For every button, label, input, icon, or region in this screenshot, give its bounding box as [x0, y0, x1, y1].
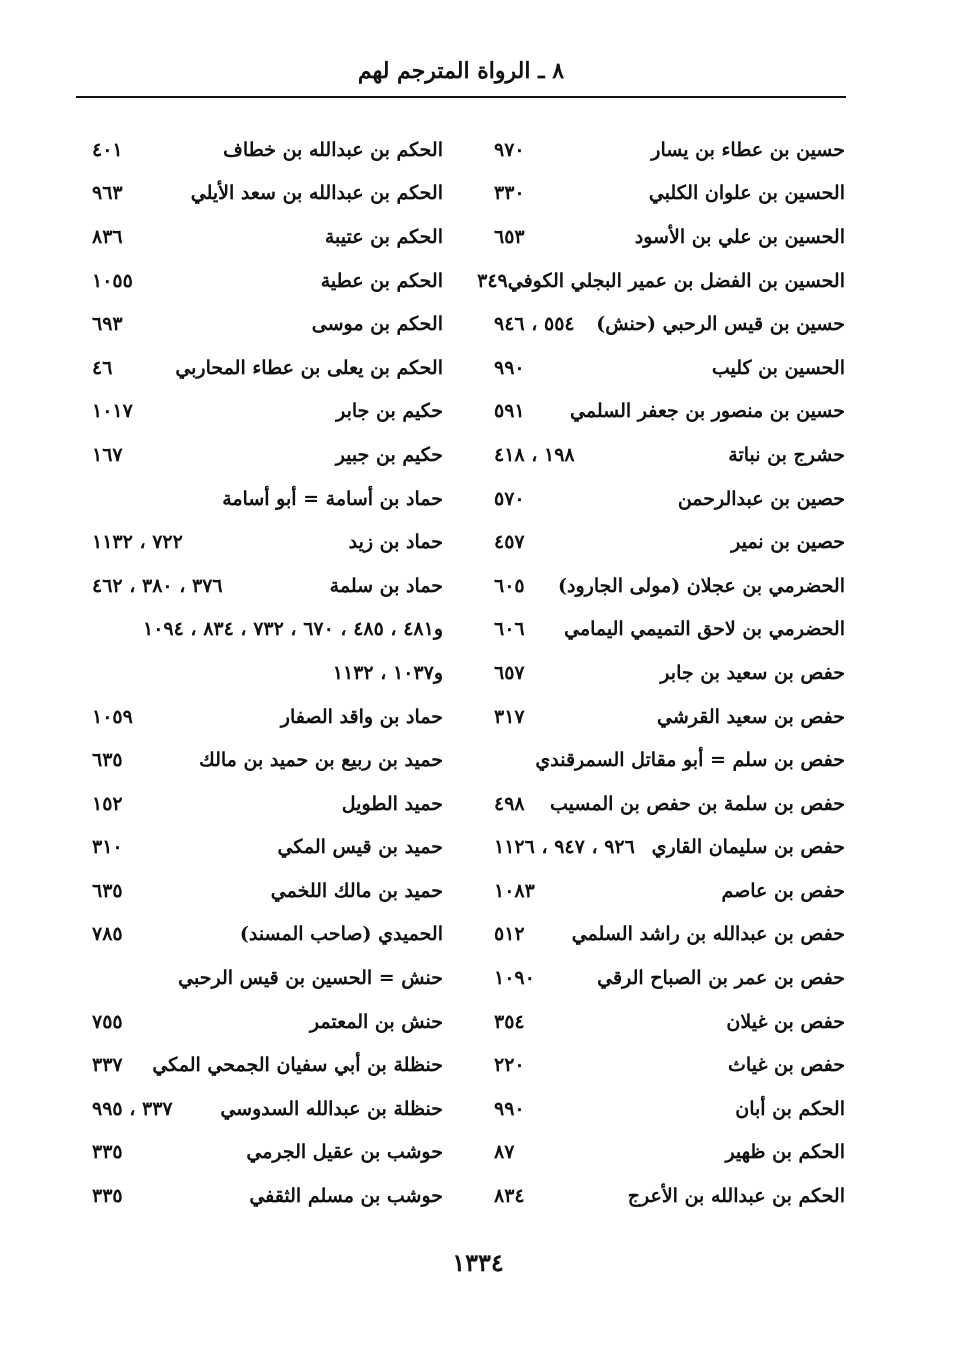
- index-entry: [477, 259, 845, 303]
- page-references: ٨٣٦: [92, 225, 123, 248]
- index-entry: [490, 172, 845, 216]
- index-entry: [88, 651, 443, 695]
- page-references: ٣٣٠: [494, 182, 525, 205]
- narrator-name: حماد بن زيد: [348, 531, 443, 554]
- narrator-name: الحضرمي بن لاحق التميمي اليمامي: [564, 618, 845, 641]
- page-references: ٦٩٣: [92, 313, 123, 336]
- page-references: ٨٣٤: [494, 1185, 525, 1208]
- narrator-name: الحكم بن عطية: [320, 269, 443, 292]
- index-entry: [88, 390, 443, 434]
- index-entry: [88, 869, 443, 913]
- page-references: ١٠٥٩: [92, 705, 133, 728]
- page-references: ٣٣٥: [92, 1141, 123, 1164]
- page-references: ٤٥٧: [494, 531, 525, 554]
- index-entry: [490, 826, 845, 870]
- page-references: ٣١٠: [92, 836, 123, 859]
- index-entry: [88, 215, 443, 259]
- narrator-name: حنش = الحسين بن قيس الرحبي: [178, 967, 443, 990]
- page-references: ٥٥٤ ، ٩٤٦: [494, 313, 575, 336]
- page-references: ٦٣٥: [92, 749, 123, 772]
- narrator-name: الحميدي (صاحب المسند): [239, 923, 443, 946]
- page-references: ٣٣٧: [92, 1054, 123, 1077]
- page-references: ١٦٧: [92, 443, 123, 466]
- narrator-name: حسين بن عطاء بن يسار: [651, 138, 845, 161]
- narrator-name: حفص بن سليمان القاري: [651, 836, 845, 859]
- index-entry: [88, 1087, 443, 1131]
- page-references: ٣٤٩: [477, 269, 508, 292]
- index-entry: [490, 215, 845, 259]
- index-entry: [490, 869, 845, 913]
- index-entry: [490, 1043, 845, 1087]
- page-references: ٣١٧: [494, 705, 525, 728]
- narrator-name: و٤٨١ ، ٤٨٥ ، ٦٧٠ ، ٧٣٢ ، ٨٣٤ ، ١٠٩٤: [142, 618, 443, 641]
- index-entry: [490, 477, 845, 521]
- index-entry: [88, 564, 443, 608]
- narrator-name: حوشب بن عقيل الجرمي: [246, 1141, 443, 1164]
- index-entry: [490, 390, 845, 434]
- narrator-name: حسين بن منصور بن جعفر السلمي: [570, 400, 845, 423]
- index-entry: [88, 172, 443, 216]
- page-references: ١٠٥٥: [92, 269, 133, 292]
- narrator-name: حفص بن سعيد القرشي: [657, 705, 845, 728]
- page-references: ٦٥٣: [494, 225, 525, 248]
- index-entry: [88, 1174, 443, 1218]
- page-references: ٥٧٠: [494, 487, 525, 510]
- narrator-name: حفص بن عمر بن الصباح الرقي: [597, 967, 845, 990]
- index-entry: [88, 1131, 443, 1175]
- page-references: ٦٠٥: [494, 574, 525, 597]
- page-references: ٤٦: [92, 356, 113, 379]
- index-entry: [88, 608, 443, 652]
- narrator-name: حصين بن عبدالرحمن: [677, 487, 845, 510]
- narrator-name: حنظلة بن أبي سفيان الجمحي المكي: [152, 1054, 443, 1077]
- page-references: ١٠٨٣: [494, 879, 535, 902]
- index-entry: [88, 1000, 443, 1044]
- narrator-name: الحسين بن علي بن الأسود: [634, 225, 845, 248]
- index-entry: [490, 782, 845, 826]
- index-entry: [490, 1174, 845, 1218]
- page-references: ٦٣٥: [92, 879, 123, 902]
- narrator-name: الحسين بن علوان الكلبي: [648, 182, 845, 205]
- narrator-name: حفص بن غيلان: [726, 1010, 845, 1033]
- narrator-name: الحكم بن عبدالله بن سعد الأيلي: [190, 182, 443, 205]
- narrator-name: الحكم بن عتيبة: [324, 225, 443, 248]
- index-column-right: [477, 128, 845, 1218]
- page-references: ٦٥٧: [494, 661, 525, 684]
- page-references: ٧٢٢ ، ١١٣٢: [92, 531, 183, 554]
- index-entry: [88, 259, 443, 303]
- narrator-name: الحسين بن الفضل بن عمير البجلي الكوفي: [507, 269, 845, 292]
- narrator-name: حفص بن سلم = أبو مقاتل السمرقندي: [535, 749, 845, 772]
- index-entry: [490, 651, 845, 695]
- index-entry: [490, 738, 845, 782]
- index-entry: [88, 738, 443, 782]
- index-entry: [490, 608, 845, 652]
- page-references: ١٥٢: [92, 792, 123, 815]
- index-entry: [88, 695, 443, 739]
- narrator-name: حفص بن غياث: [728, 1054, 845, 1077]
- index-entry: [490, 695, 845, 739]
- narrator-name: حوشب بن مسلم الثقفي: [249, 1185, 443, 1208]
- narrator-name: الحكم بن عبدالله بن خطاف: [223, 138, 443, 161]
- page-references: ٩٢٦ ، ٩٤٧ ، ١١٢٦: [494, 836, 635, 859]
- page-references: ١٠١٧: [92, 400, 133, 423]
- index-entry: [490, 433, 845, 477]
- index-entry: [490, 1131, 845, 1175]
- narrator-name: حصين بن نمير: [731, 531, 845, 554]
- narrator-name: حنش بن المعتمر: [309, 1010, 443, 1033]
- index-entry: [88, 477, 443, 521]
- index-entry: [490, 956, 845, 1000]
- page-references: ٩٩٠: [494, 356, 525, 379]
- narrator-name: حفص بن عاصم: [721, 879, 845, 902]
- narrator-name: حسين بن قيس الرحبي (حنش): [596, 313, 845, 336]
- index-column-left: [88, 128, 443, 1218]
- narrator-name: حماد بن واقد الصفار: [280, 705, 443, 728]
- page-references: ٧٨٥: [92, 923, 123, 946]
- index-entry: [490, 346, 845, 390]
- index-entry: [490, 564, 845, 608]
- running-header: ٨ ـ الرواة المترجم لهم: [357, 58, 565, 84]
- narrator-name: حفص بن سلمة بن حفص بن المسيب: [550, 792, 845, 815]
- narrator-name: حميد الطويل: [341, 792, 443, 815]
- page-references: ٨٧: [494, 1141, 515, 1164]
- narrator-name: حنظلة بن عبدالله السدوسي: [220, 1097, 443, 1120]
- index-entry: [88, 913, 443, 957]
- index-entry: [490, 913, 845, 957]
- index-entry: [88, 433, 443, 477]
- index-entry: [88, 1043, 443, 1087]
- page-references: ٣٣٧ ، ٩٩٥: [92, 1097, 173, 1120]
- narrator-name: حميد بن مالك اللخمي: [270, 879, 443, 902]
- narrator-name: حميد بن قيس المكي: [277, 836, 443, 859]
- narrator-name: حميد بن ربيع بن حميد بن مالك: [199, 749, 443, 772]
- index-entry: [88, 128, 443, 172]
- page-references: ٥٩١: [494, 400, 525, 423]
- header-rule: [76, 96, 846, 98]
- narrator-name: و١٠٣٧ ، ١١٣٢: [332, 661, 443, 684]
- page-references: ٩٦٣: [92, 182, 123, 205]
- index-entry: [490, 302, 845, 346]
- page-references: ٢٢٠: [494, 1054, 525, 1077]
- index-entry: [88, 782, 443, 826]
- page-references: ٩٧٠: [494, 138, 525, 161]
- narrator-name: حماد بن سلمة: [329, 574, 443, 597]
- page-references: ٣٧٦ ، ٣٨٠ ، ٤٦٢: [92, 574, 223, 597]
- narrator-name: الحسين بن كليب: [711, 356, 845, 379]
- page-references: ٩٩٠: [494, 1097, 525, 1120]
- narrator-name: حكيم بن جابر: [336, 400, 443, 423]
- index-entry: [88, 956, 443, 1000]
- index-entry: [88, 346, 443, 390]
- narrator-name: حماد بن أسامة = أبو أسامة: [222, 487, 443, 510]
- narrator-name: الحكم بن يعلى بن عطاء المحاربي: [175, 356, 443, 379]
- index-entry: [88, 520, 443, 564]
- index-entry: [490, 1087, 845, 1131]
- narrator-name: حكيم بن جبير: [335, 443, 443, 466]
- narrator-name: الحكم بن أبان: [735, 1097, 845, 1120]
- index-entry: [88, 302, 443, 346]
- narrator-name: حشرج بن نباتة: [728, 443, 845, 466]
- page-references: ٧٥٥: [92, 1010, 123, 1033]
- narrator-name: الحكم بن موسى: [311, 313, 443, 336]
- narrator-name: الحكم بن عبدالله بن الأعرج: [627, 1185, 845, 1208]
- page-number: ١٣٣٤: [452, 1248, 504, 1277]
- page-references: ٤٠١: [92, 138, 123, 161]
- page-references: ٦٠٦: [494, 618, 525, 641]
- page-references: ١٩٨ ، ٤١٨: [494, 443, 575, 466]
- narrator-name: حفص بن سعيد بن جابر: [660, 661, 845, 684]
- page-references: ٣٣٥: [92, 1185, 123, 1208]
- index-entry: [490, 520, 845, 564]
- narrator-name: حفص بن عبدالله بن راشد السلمي: [571, 923, 845, 946]
- index-entry: [490, 1000, 845, 1044]
- page-references: ٣٥٤: [494, 1010, 525, 1033]
- page-references: ٥١٢: [494, 923, 525, 946]
- page-references: ١٠٩٠: [494, 967, 535, 990]
- narrator-name: الحكم بن ظهير: [725, 1141, 845, 1164]
- narrator-name: الحضرمي بن عجلان (مولى الجارود): [558, 574, 845, 597]
- index-entry: [88, 826, 443, 870]
- page-references: ٤٩٨: [494, 792, 525, 815]
- index-entry: [490, 128, 845, 172]
